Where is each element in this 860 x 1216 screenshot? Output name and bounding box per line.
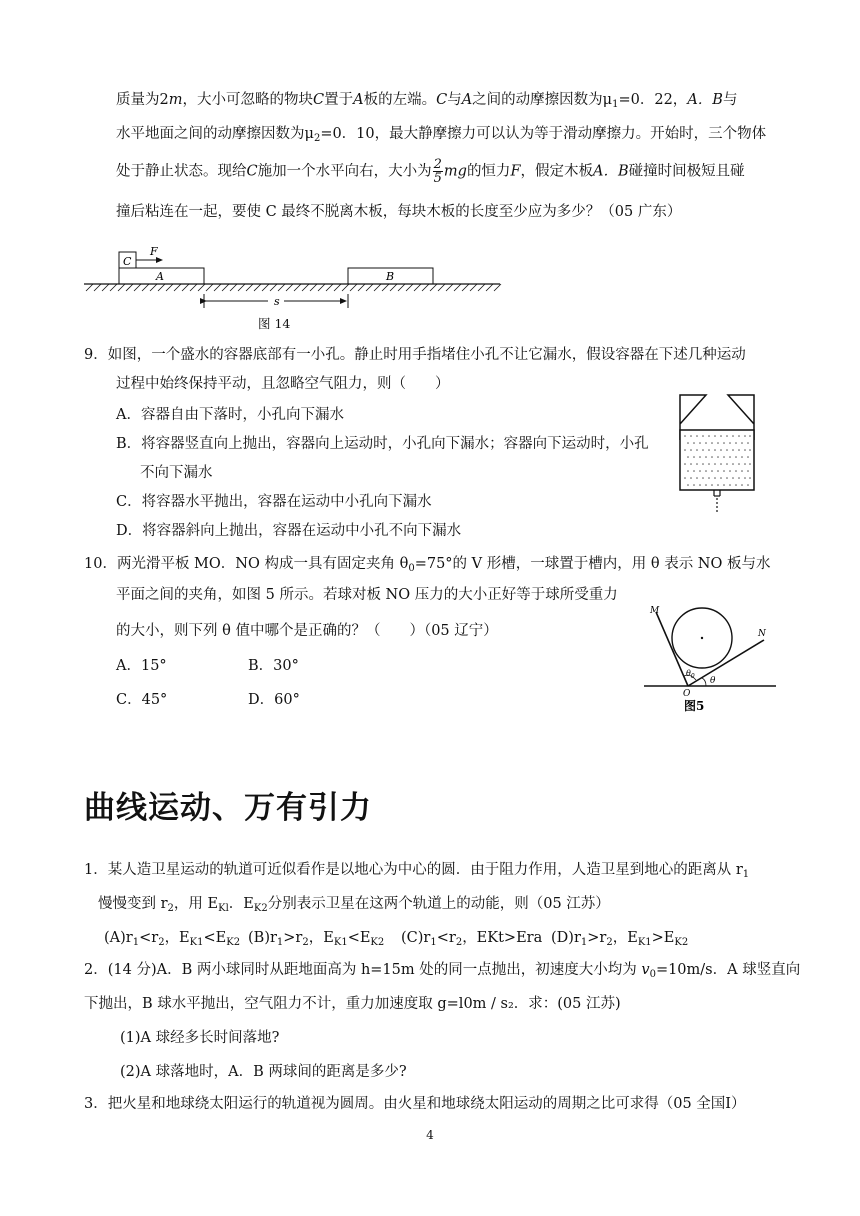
figure-14 [82, 242, 502, 314]
q9-line-1: 9．如图，一个盛水的容器底部有一小孔。静止时用手指堵住小孔不让它漏水，假设容器在下述几种运动 [84, 347, 746, 363]
label-a: A [156, 270, 164, 283]
figure-5 [640, 598, 778, 712]
c2-line-2: 下抛出，B 球水平抛出，空气阻力不计，重力加速度取 g=l0m / s₂．求：(05 江苏) [84, 996, 621, 1012]
water-container-figure [676, 390, 758, 516]
q10-option-d: D．60° [248, 692, 300, 708]
q9-option-d: D．将容器斜向上抛出，容器在运动中小孔不向下漏水 [116, 523, 462, 539]
q10-line-3: 的大小，则下列 θ 值中哪个是正确的？（ ）（05 辽宁） [116, 623, 498, 639]
label-o: O [683, 689, 691, 699]
q9-option-c: C．将容器水平抛出，容器在运动中小孔向下漏水 [116, 494, 432, 510]
label-theta0: $\theta_0$ [686, 669, 695, 680]
plate-mo [656, 612, 688, 686]
figure-14-caption: 图 14 [258, 316, 291, 331]
label-f: F [150, 245, 158, 258]
q10-option-a: A．15° [116, 658, 167, 674]
q9-option-a: A．容器自由下落时，小孔向下漏水 [116, 407, 344, 423]
q9-option-b-2: 不向下漏水 [140, 465, 213, 481]
label-c: C [123, 255, 132, 268]
c1-option-a: $(A)r_1<r_2$，$E_{K1}<E_{K2}$ [104, 930, 241, 948]
c1-option-c: $(C)r_1<r_2$，EKt>Era [401, 930, 543, 948]
q9-option-b-1: B．将容器竖直向上抛出，容器向上运动时，小孔向下漏水；容器向下运动时，小孔 [116, 436, 649, 452]
q10-option-b: B．30° [248, 658, 299, 674]
label-theta: θ [710, 676, 716, 686]
label-b: B [386, 270, 395, 283]
label-m: M [650, 606, 660, 616]
p8-line-3: 处于静止状态。现给C施加一个水平向右，大小为 $\frac{2}{5}$ mg的恒力F，假定木板A．B碰撞时间极短且碰 [116, 157, 745, 186]
c2-subquestion-2: (2)A 球落地时，A．B 两球间的距离是多少? [120, 1064, 407, 1080]
q10-option-c: C．45° [116, 692, 168, 708]
c3-line-1: 3．把火星和地球绕太阳运行的轨道视为圆周。由火星和地球绕太阳运动的周期之比可求得（05 全国Ⅰ） [84, 1096, 746, 1112]
section-title: 曲线运动、万有引力 [84, 790, 372, 826]
label-n: N [758, 629, 766, 639]
p8-line-4: 撞后粘连在一起，要使 C 最终不脱离木板，每块木板的长度至少应为多少？（05 广东） [116, 204, 682, 220]
c1-line-2: 慢慢变到 $r_2$，用 $E_{Kl}$．$E_{K2}$分别表示卫星在这两个轨道上的动能，则（05 江苏） [98, 896, 610, 914]
q10-line-2: 平面之间的夹角，如图 5 所示。若球对板 NO 压力的大小正好等于球所受重力 [116, 587, 618, 603]
c1-line-1: 1．某人造卫星运动的轨道可近似看作是以地心为中心的圆．由于阻力作用，人造卫星到地心的距离从 $r_1$ [84, 862, 750, 880]
p8-line-2: 水平地面之间的动摩擦因数为$\mu_2=0$．10，最大静摩擦力可以认为等于滑动摩擦力。开始时，三个物体 [116, 126, 767, 144]
c2-line-1: 2．(14 分)A．B 两小球同时从距地面高为 h=15m 处的同一点抛出，初速度大小均为 $v_0=10m/s$．A 球竖直向 [84, 962, 801, 980]
q9-line-2: 过程中始终保持平动，且忽略空气阻力，则（ ） [116, 376, 450, 392]
plate-no [688, 640, 764, 686]
container-body [680, 430, 754, 490]
c1-option-d: $(D)r_1>r_2$，$E_{K1}>E_{K2}$ [551, 930, 689, 948]
c1-option-b: $(B)r_1>r_2$，$E_{K1}<E_{K2}$ [248, 930, 385, 948]
p8-line-1: 质量为2m，大小可忽略的物块C置于A板的左端。C与A之间的动摩擦因数为$\mu_1=0$．22，A．B与 [116, 92, 738, 110]
label-s: s [274, 295, 280, 308]
fraction-2-5: $\frac{2}{5}$ [433, 157, 442, 186]
figure-5-caption: 图5 [684, 699, 705, 712]
page-number: 4 [426, 1128, 434, 1142]
c2-subquestion-1: (1)A 球经多长时间落地? [120, 1030, 280, 1046]
q10-line-1: 10．两光滑平板 MO．NO 构成一具有固定夹角 $\theta_0=75^\circ$的 V 形槽，一球置于槽内，用 θ 表示 NO 板与水 [84, 556, 771, 574]
ground-hatch [86, 284, 501, 291]
